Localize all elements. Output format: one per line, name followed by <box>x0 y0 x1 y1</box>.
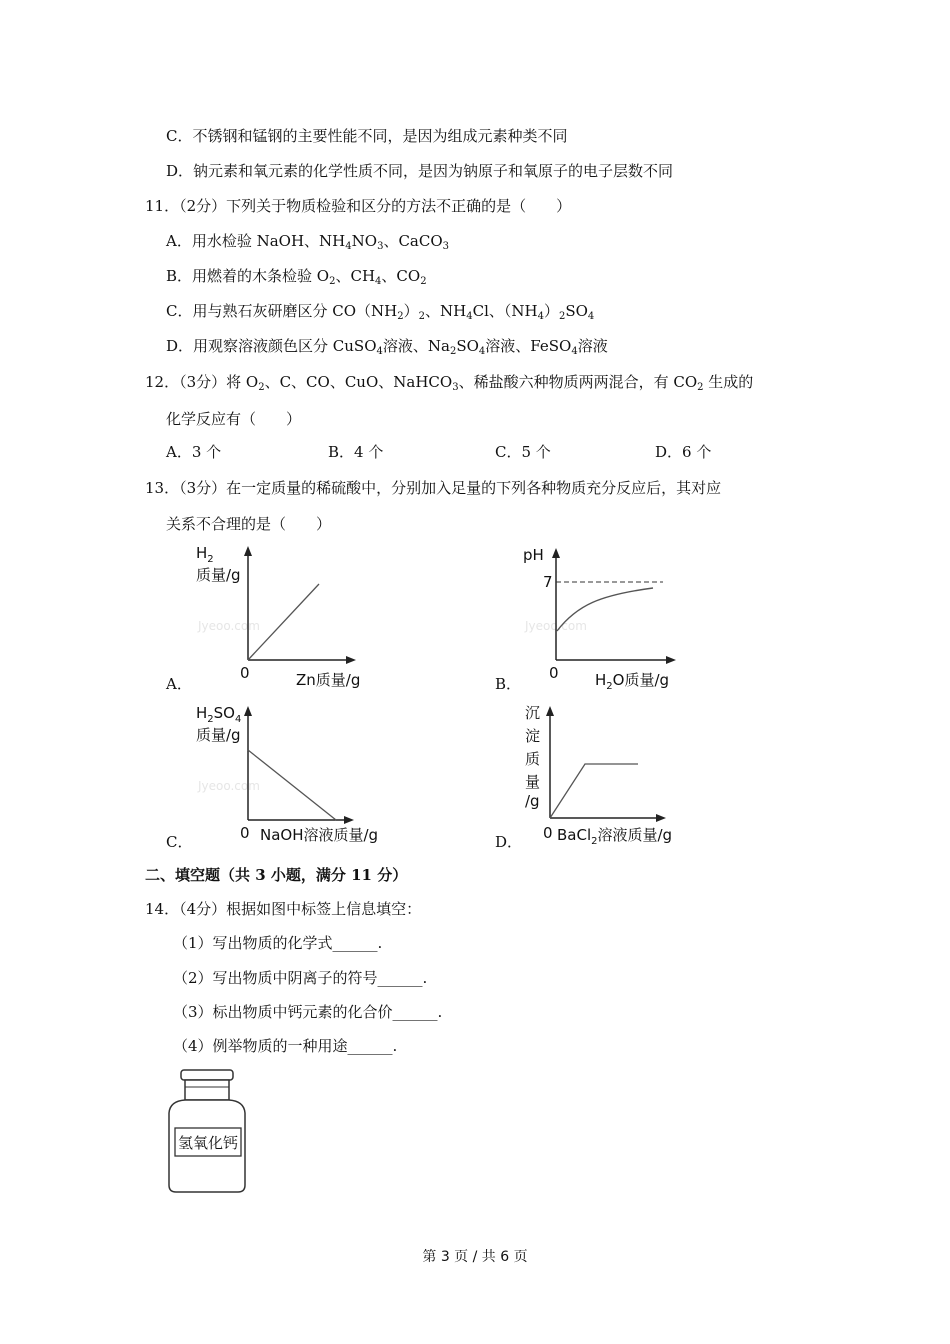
q11-stem: 11．（2分）下列关于物质检验和区分的方法不正确的是（ ） <box>145 197 572 215</box>
graph-b-tick-7: 7 <box>543 573 553 591</box>
graph-c-y-label-2: 质量/g <box>196 726 241 744</box>
q12-option-b: B．4 个 <box>328 443 384 461</box>
graph-d-origin: 0 <box>543 824 553 842</box>
bottle-stopper <box>185 1080 229 1100</box>
q13-stem-line1: 13．（3分）在一定质量的稀硫酸中，分别加入足量的下列各种物质充分反应后，其对应 <box>145 479 722 497</box>
q12-stem-line2: 化学反应有（ ） <box>166 410 302 428</box>
q10-option-d: D．钠元素和氧元素的化学性质不同，是因为钠原子和氧原子的电子层数不同 <box>166 162 674 180</box>
q14-part-1: （1）写出物质的化学式______. <box>173 934 383 952</box>
bottle-stopper-top <box>181 1070 233 1080</box>
q12-option-c: C．5 个 <box>495 443 551 461</box>
q14-part-4: （4）例举物质的一种用途______. <box>173 1037 398 1055</box>
q12-stem-line1: 12．（3分）将 $O_2$、C、CO、CuO、NaHCO$_3$、稀盐酸六种物质两两混合，有 $CO_2$ 生成的 <box>145 373 754 393</box>
graph-d-y-label-2: 淀 <box>525 727 541 745</box>
graph-d-y-arrow <box>546 706 554 716</box>
q10-option-c: C．不锈钢和锰钢的主要性能不同，是因为组成元素种类不同 <box>166 127 568 145</box>
q11-option-b: B．用燃着的木条检验 $O_2$、$CH_4$、$CO_2$ <box>166 267 427 287</box>
graph-d-y-label-1: 沉 <box>525 704 541 722</box>
graph-a-option-label: A． <box>166 675 192 693</box>
graph-b-y-arrow <box>552 548 560 558</box>
graph-a <box>160 540 380 695</box>
graph-d-y-label-5: /g <box>525 792 540 810</box>
graph-d-y-label-3: 质 <box>525 750 541 768</box>
q11-option-d: D．用观察溶液颜色区分 CuSO$_4$溶液、$Na_2SO_4$溶液、FeSO$_4$溶液 <box>166 337 608 357</box>
graph-c-watermark: Jyeoo.com <box>198 779 260 793</box>
graph-b-x-arrow <box>666 656 676 664</box>
graph-d-x-arrow <box>656 814 666 822</box>
q12-option-d: D．6 个 <box>655 443 712 461</box>
graph-d-option-label: D． <box>495 833 523 851</box>
graph-c-x-arrow <box>344 816 354 824</box>
graph-b-origin: 0 <box>549 664 559 682</box>
graph-c-y-arrow <box>244 706 252 716</box>
graph-a-watermark: Jyeoo.com <box>198 619 260 633</box>
graph-c-x-label: NaOH溶液质量/g <box>260 826 379 844</box>
graph-a-x-label: Zn质量/g <box>296 671 361 689</box>
graph-d-y-label-4: 量 <box>525 773 541 791</box>
graph-c-curve <box>248 750 336 820</box>
graph-d <box>505 698 705 853</box>
reagent-bottle <box>160 1065 260 1200</box>
q14-part-3: （3）标出物质中钙元素的化合价______. <box>173 1003 443 1021</box>
graph-a-y-label-2: 质量/g <box>196 566 241 584</box>
graph-c-option-label: C． <box>166 833 193 851</box>
section-2-heading: 二、填空题（共 3 小题，满分 11 分） <box>145 866 408 884</box>
graph-c-y-label-1: $H_2SO_4$ <box>196 704 242 725</box>
q11-option-c: C．用与熟石灰研磨区分 $CO(NH_2)_2$、$NH_4Cl$、$(NH_4)_2SO_4$ <box>166 302 595 322</box>
graph-a-y-arrow <box>244 546 252 556</box>
graph-a-origin: 0 <box>240 664 250 682</box>
graph-b-watermark: Jyeoo.com <box>525 619 587 633</box>
graph-b <box>505 540 705 695</box>
graph-d-curve <box>550 764 638 818</box>
q13-stem-line2: 关系不合理的是（ ） <box>166 515 332 533</box>
q12-option-a: A．3 个 <box>166 443 222 461</box>
graph-c <box>160 698 400 853</box>
graph-b-x-label: $H_2O$质量/g <box>595 671 670 692</box>
page-footer: 第 3 页 / 共 6 页 <box>422 1249 528 1265</box>
graph-a-y-label-1: $H_2$ <box>196 544 214 565</box>
graph-a-x-arrow <box>346 656 356 664</box>
bottle-label-text: 氢氧化钙 <box>177 1134 239 1152</box>
graph-b-y-label: pH <box>523 546 544 564</box>
graph-d-x-label: BaCl$_2$溶液质量/g <box>557 826 673 847</box>
q11-option-a: A．用水检验 NaOH、$NH_4NO_3$、CaCO$_3$ <box>166 232 450 252</box>
q14-stem: 14．（4分）根据如图中标签上信息填空： <box>145 900 422 918</box>
q14-part-2: （2）写出物质中阴离子的符号______. <box>173 969 428 987</box>
graph-c-origin: 0 <box>240 824 250 842</box>
graph-b-option-label: B． <box>495 675 522 693</box>
